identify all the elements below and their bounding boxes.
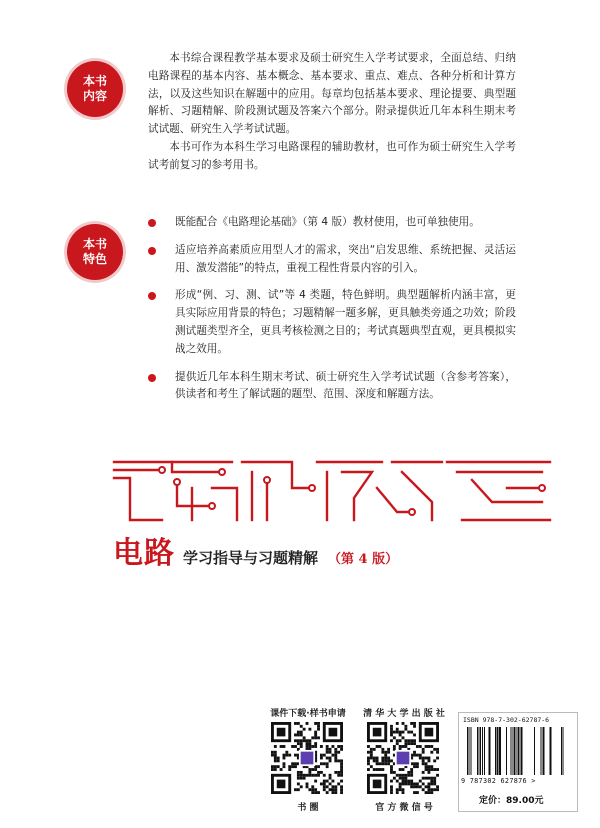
bullet-dot-icon [148,292,156,300]
bullet-dot-icon [148,374,156,382]
qr-right-bottom-label: 官 方 微 信 号 [375,803,433,813]
intro-badge-line2: 内容 [82,89,107,103]
feature-item [148,214,516,232]
feature-text: 既能配合《电路理论基础》（第 4 版）教材使用，也可单独使用。 [175,216,480,228]
features-list [148,214,516,414]
qr-code-icon [271,722,343,794]
title-sub: 学习指导与习题精解 [183,549,319,567]
intro-badge [67,61,123,117]
isbn-box [458,712,578,812]
features-badge-line1: 本书 [82,237,107,251]
book-title [113,528,398,572]
barcode-icon [467,727,569,777]
bullet-dot-icon [148,247,156,255]
isbn-text: ISBN 978-7-302-62787-6 [463,716,550,724]
qr-left-top-label: 课件下载·样书申请 [270,709,346,719]
isbn-digits: 9 787302 627876 > [461,777,536,785]
intro-paragraph: 本书可作为本科生学习电路课程的辅助教材，也可作为硕士研究生入学考试考前复习的参考用书。 [148,140,516,171]
feature-text: 形成“例、习、测、试”等 4 类题，特色鲜明。典型题解析内涵丰富，更具实际应用背景的特色；习题精解一题多解，更具触类旁通之功效；阶段测试题类型齐全，更具考核检测之目的；考试真题典型直观，更具模拟实战之效用。 [175,289,516,355]
circuit-decoration-icon [112,458,552,528]
qr-left-bottom-label: 书 圈 [297,803,319,813]
intro-section [148,50,516,175]
price: 定价：89.00元 [479,796,544,806]
intro-paragraph: 本书综合课程教学基本要求及硕士研究生入学考试要求，全面总结、归纳电路课程的基本内容、基本概念、基本要求、重点、难点、各种分析和计算方法，以及这些知识在解题中的应用。每章均包括基本要求、理论提要、典型题解析、习题精解、阶段测试题及答案六个部分。附录提供近几年本科生期末考试试题、研究生入学考试试题。 [148,52,516,136]
feature-item [148,369,516,405]
qr-right-top-label: 清 华 大 学 出 版 社 [363,709,445,719]
intro-badge-line1: 本书 [82,74,107,88]
feature-text: 提供近几年本科生期末考试、硕士研究生入学考试试题（含参考答案），供读者和考生了解试题的题型、范围、深度和解题方法。 [175,370,516,401]
feature-item [148,287,516,358]
features-badge [67,224,123,280]
title-main: 电路 [113,536,175,571]
bullet-dot-icon [148,219,156,227]
feature-text: 适应培养高素质应用型人才的需求，突出“启发思维、系统把握、灵活运用、激发潜能”的特点，重视工程性背景内容的引入。 [175,243,516,274]
title-edition: （第 4 版） [328,552,399,567]
features-badge-line2: 特色 [82,252,107,266]
feature-item [148,242,516,278]
qr-code-icon [367,722,439,794]
